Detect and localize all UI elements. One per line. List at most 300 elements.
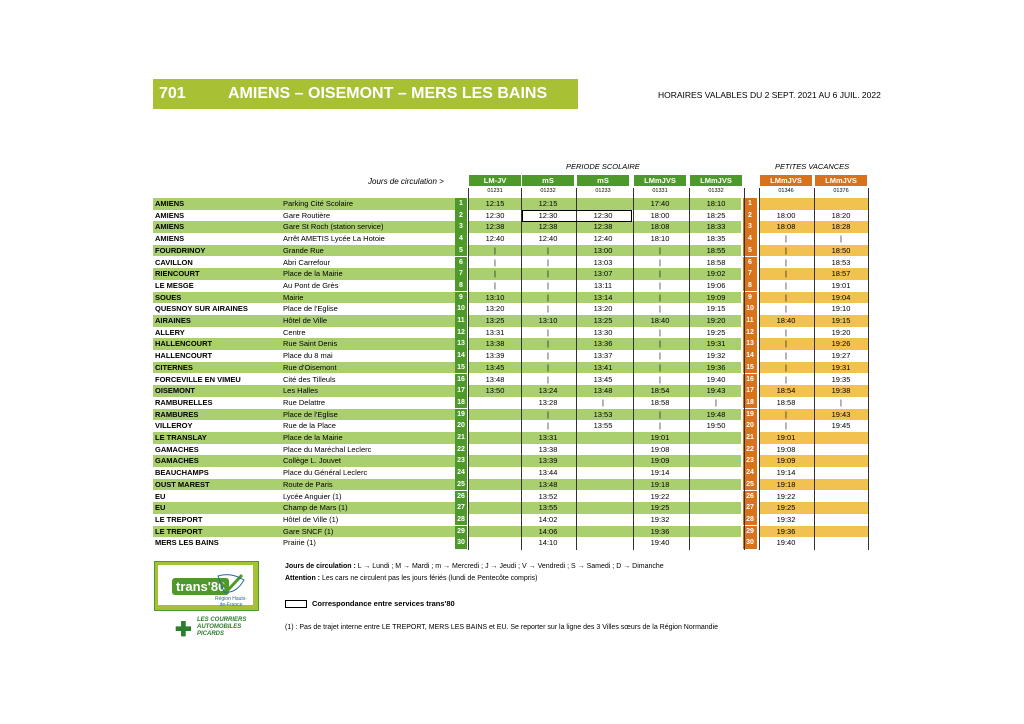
table-row [153,280,869,292]
column-code-6: 01346 [778,188,794,194]
time-cell: 12:38 [593,222,613,232]
row-city: MERS LES BAINS [155,538,219,548]
table-row [153,315,869,327]
table-row [153,432,869,444]
warning-note [285,575,538,582]
time-cell: 13:14 [593,292,613,302]
row-index-holidays: 9 [743,292,757,304]
table-row [153,245,869,257]
row-city: OUST MAREST [155,479,210,489]
time-cell: 19:25 [706,327,726,337]
row-index-holidays: 1 [743,198,757,210]
row-stop: Abri Carrefour [283,257,331,267]
courriers-logo-icon: ✚ [175,619,192,641]
time-cell: | [547,304,549,314]
time-cell: 19:36 [776,526,796,536]
time-cell: | [785,362,787,372]
time-cell: 18:28 [831,222,851,232]
time-cell: 19:43 [706,386,726,396]
row-stop: Gare SNCF (1) [283,526,334,536]
time-cell: 18:40 [776,316,796,325]
region-logo-icon [213,572,249,608]
table-row [153,537,869,549]
column-header-5: LMmJVS [690,175,742,186]
time-cell: 12:15 [485,199,505,208]
time-cell: | [785,245,787,255]
row-city: EU [155,503,166,513]
column-separator [633,188,634,550]
time-cell: 12:40 [593,234,613,244]
row-index-holidays: 24 [743,467,757,479]
column-code-3: 01233 [595,188,611,194]
time-cell: 18:50 [831,245,851,255]
time-cell: 13:20 [485,304,505,314]
time-cell: 18:54 [776,386,796,396]
time-cell: 13:30 [593,327,613,337]
time-cell: 19:25 [776,503,796,513]
time-cell: 19:27 [831,351,851,361]
days-legend [285,563,664,570]
row-index: 21 [455,432,467,444]
time-cell: 19:31 [706,339,726,349]
time-cell: 13:39 [538,456,558,466]
row-stop: Gare Routière [283,210,331,220]
time-cell: 18:10 [706,199,726,208]
time-cell: 19:01 [831,280,851,290]
table-row [153,221,869,233]
time-cell: 13:55 [538,503,558,513]
column-header-1: LM-JV [469,175,521,186]
row-index-holidays: 21 [743,432,757,444]
row-index: 29 [455,526,467,538]
courriers-logo-line1: LES COURRIERS [197,617,247,623]
courriers-logo [175,615,255,643]
row-stop: Place du 8 mai [283,351,333,361]
column-code-5: 01332 [708,188,724,194]
row-index-holidays: 15 [743,362,757,374]
time-cell: 19:20 [706,316,726,325]
time-cell: | [785,409,787,419]
table-row [153,303,869,315]
time-cell: 19:48 [706,409,726,419]
table-row [153,514,869,526]
time-cell: 18:55 [706,245,726,255]
time-cell: 19:09 [650,456,670,466]
trans80-logo [154,561,259,611]
row-index: 5 [455,245,467,257]
time-cell: 19:35 [831,374,851,384]
time-cell: 19:09 [776,456,796,466]
time-cell: | [602,397,604,407]
time-cell: 19:09 [706,292,726,302]
line-number: 701 [159,85,186,102]
column-separator [744,188,745,550]
time-cell: 19:01 [650,433,670,442]
table-row [153,385,869,397]
time-cell: | [494,280,496,290]
table-row [153,374,869,386]
validity-text: HORAIRES VALABLES DU 2 SEPT. 2021 AU 6 JUIL. 2022 [658,90,881,100]
column-separator [689,188,690,550]
warning-text: Les cars ne circulent pas les jours fériés (lundi de Pentecôte compris) [321,575,538,582]
row-city: LE TRANSLAY [155,433,207,442]
row-index-holidays: 3 [743,221,757,233]
row-index: 15 [455,362,467,374]
time-cell: 19:22 [776,491,796,501]
time-cell: 13:03 [593,257,613,267]
jours-label: Jours de circulation > [368,177,444,186]
time-cell: | [785,351,787,361]
table-row [153,502,869,514]
time-cell: | [494,257,496,267]
time-cell: | [785,257,787,267]
table-row [153,350,869,362]
row-city: BEAUCHAMPS [155,468,209,478]
row-city: AMIENS [155,199,185,208]
time-cell: 13:50 [485,386,505,396]
time-cell: | [547,292,549,302]
time-cell: 13:55 [593,421,613,431]
line-name: AMIENS – OISEMONT – MERS LES BAINS [228,85,548,102]
table-row [153,409,869,421]
column-header-6: LMmJVS [760,175,812,186]
table-row [153,198,869,210]
row-index-holidays: 14 [743,350,757,362]
time-cell: | [785,327,787,337]
row-index-holidays: 11 [743,315,757,327]
row-index: 1 [455,198,467,210]
time-cell: 14:06 [538,526,558,536]
row-stop: Place de l'Eglise [283,409,338,419]
table-row [153,362,869,374]
row-index-holidays: 8 [743,280,757,292]
time-cell: 19:36 [706,362,726,372]
row-city: LE TREPORT [155,514,203,524]
time-cell: 19:32 [776,514,796,524]
days-legend-text: L → Lundi ; M → Mardi ; m → Mercredi ; J → Jeudi ; V → Vendredi ; S → Samedi ; D → Dimanche [357,563,664,570]
row-index: 10 [455,303,467,315]
row-city: SOUES [155,292,182,302]
time-cell: 13:10 [485,292,505,302]
time-cell: 13:53 [593,409,613,419]
table-row [153,292,869,304]
time-cell: | [659,351,661,361]
column-code-7: 01376 [833,188,849,194]
footnote: (1) : Pas de trajet interne entre LE TREPORT, MERS LES BAINS et EU. Se reporter sur la ligne des 3 Villes sœurs de la Région Normandie [285,624,719,631]
row-city: LE TREPORT [155,526,203,536]
row-index-holidays: 10 [743,303,757,315]
time-cell: 19:02 [706,269,726,279]
row-stop: Rue Delattre [283,397,326,407]
time-cell: 19:50 [706,421,726,431]
time-cell: 18:40 [650,316,670,325]
column-header-7: LMmJVS [815,175,867,186]
time-cell: 19:08 [650,444,670,454]
table-row [153,479,869,491]
time-cell: 18:54 [650,386,670,396]
courriers-logo-line2: AUTOMOBILES [197,624,242,630]
warning-title: Attention : [285,575,320,582]
time-cell: 12:38 [538,222,558,232]
row-city: RIENCOURT [155,269,200,279]
row-index-holidays: 13 [743,338,757,350]
time-cell: | [659,421,661,431]
table-row [153,467,869,479]
row-index: 4 [455,233,467,245]
time-cell: | [547,409,549,419]
time-cell: 19:14 [650,468,670,478]
table-row [153,455,869,467]
time-cell: 18:58 [706,257,726,267]
time-cell: 13:00 [593,245,613,255]
row-city: LE MESGE [155,280,194,290]
column-separator [759,188,760,550]
time-cell: 13:31 [538,433,558,442]
time-cell: 14:10 [538,538,558,548]
table-row [153,397,869,409]
time-cell: | [494,245,496,255]
row-stop: Cité des Tilleuls [283,374,336,384]
time-cell: 19:04 [831,292,851,302]
time-cell: 18:20 [831,210,851,220]
row-index-holidays: 28 [743,514,757,526]
time-cell: | [659,362,661,372]
time-cell: 13:25 [593,316,613,325]
time-cell: 17:40 [650,199,670,208]
table-row [153,526,869,538]
time-cell: | [547,327,549,337]
time-cell: | [547,257,549,267]
row-index-holidays: 26 [743,491,757,503]
time-cell: | [659,292,661,302]
row-stop: Centre [283,327,306,337]
row-index: 27 [455,502,467,514]
time-cell: 19:15 [831,316,851,325]
time-cell: 19:08 [776,444,796,454]
time-cell: 19:22 [650,491,670,501]
row-stop: Hôtel de Ville [283,316,328,325]
time-cell: | [840,397,842,407]
time-cell: 13:41 [593,362,613,372]
time-cell: 13:36 [593,339,613,349]
time-cell: 12:15 [538,199,558,208]
column-code-4: 01331 [652,188,668,194]
table-row [153,444,869,456]
time-cell: | [785,280,787,290]
time-cell: 19:26 [831,339,851,349]
time-cell: | [659,257,661,267]
period-holidays-label: PETITES VACANCES [775,162,850,171]
row-city: OISEMONT [155,386,196,396]
time-cell: 13:48 [485,374,505,384]
row-index: 20 [455,420,467,432]
time-cell: 13:38 [538,444,558,454]
row-city: AMIENS [155,210,185,220]
column-separator [521,188,522,550]
row-index: 13 [455,338,467,350]
row-index-holidays: 2 [743,210,757,222]
time-cell: 18:53 [831,257,851,267]
time-cell: | [547,269,549,279]
time-cell: | [715,397,717,407]
time-cell: 18:25 [706,210,726,220]
time-cell: 12:30 [593,210,613,220]
time-cell: | [547,339,549,349]
time-cell: | [785,339,787,349]
row-index-holidays: 27 [743,502,757,514]
column-code-1: 01231 [487,188,503,194]
row-stop: Au Pont de Grès [283,280,339,290]
time-cell: 19:15 [706,304,726,314]
row-index-holidays: 16 [743,374,757,386]
time-cell: 19:10 [831,304,851,314]
row-stop: Gare St Roch (station service) [283,222,384,232]
row-index: 2 [455,210,467,222]
table-row [153,338,869,350]
time-cell: 13:45 [593,374,613,384]
row-index: 28 [455,514,467,526]
row-city: AIRAINES [155,316,191,325]
time-cell: | [659,280,661,290]
time-cell: 13:28 [538,397,558,407]
time-cell: 19:40 [776,538,796,548]
row-index-holidays: 5 [743,245,757,257]
row-stop: Champ de Mars (1) [283,503,348,513]
row-stop: Place de l'Eglise [283,304,338,314]
row-index: 30 [455,537,467,549]
time-cell: 19:18 [650,479,670,489]
time-cell: 12:38 [485,222,505,232]
period-school-label: PERIODE SCOLAIRE [566,162,640,171]
row-city: GAMACHES [155,444,199,454]
time-cell: 13:44 [538,468,558,478]
days-legend-title: Jours de circulation : [285,563,356,570]
time-cell: | [659,245,661,255]
time-cell: | [659,374,661,384]
time-cell: 13:20 [593,304,613,314]
time-cell: 13:31 [485,327,505,337]
row-index: 23 [455,455,467,467]
time-cell: 19:06 [706,280,726,290]
row-index: 24 [455,467,467,479]
row-stop: Rue Saint Denis [283,339,338,349]
row-index: 7 [455,268,467,280]
table-row [153,233,869,245]
time-cell: 13:24 [538,386,558,396]
time-cell: | [785,304,787,314]
row-stop: Place de la Mairie [283,269,343,279]
time-cell: | [547,280,549,290]
row-stop: Collège L. Jouvet [283,456,341,466]
time-cell: 13:48 [538,479,558,489]
time-cell: | [659,327,661,337]
time-cell: 12:40 [485,234,505,244]
row-city: RAMBURES [155,409,199,419]
time-cell: 12:30 [538,210,558,220]
table-row [153,420,869,432]
row-city: HALLENCOURT [155,351,213,361]
row-stop: Place du Général Leclerc [283,468,368,478]
row-city: RAMBURELLES [155,397,213,407]
time-cell: | [785,269,787,279]
row-index: 19 [455,409,467,421]
time-cell: 19:31 [831,362,851,372]
row-stop: Arrêt AMETIS Lycée La Hotoie [283,234,385,244]
row-index: 8 [455,280,467,292]
table-row [153,210,869,222]
time-cell: 19:43 [831,409,851,419]
table-row [153,327,869,339]
time-cell: | [547,351,549,361]
time-cell: 19:32 [706,351,726,361]
row-city: GAMACHES [155,456,199,466]
row-stop: Les Halles [283,386,319,396]
row-city: AMIENS [155,222,185,232]
correspondance-box-icon [285,600,307,608]
time-cell: | [785,234,787,244]
time-cell: | [659,304,661,314]
row-index-holidays: 7 [743,268,757,280]
time-cell: 19:38 [831,386,851,396]
row-index: 14 [455,350,467,362]
row-index-holidays: 22 [743,444,757,456]
row-index-holidays: 17 [743,385,757,397]
row-index-holidays: 12 [743,327,757,339]
row-city: FOURDRINOY [155,245,206,255]
time-cell: | [494,269,496,279]
time-cell: 18:57 [831,269,851,279]
table-row [153,257,869,269]
time-cell: | [840,234,842,244]
time-cell: 18:35 [706,234,726,244]
time-cell: 18:58 [650,397,670,407]
row-city: CAVILLON [155,257,193,267]
row-index-holidays: 19 [743,409,757,421]
row-index-holidays: 23 [743,455,757,467]
column-separator [814,188,815,550]
row-stop: Place de la Mairie [283,433,343,442]
row-index: 26 [455,491,467,503]
time-cell: | [785,421,787,431]
table-row [153,491,869,503]
row-city: CITERNES [155,362,193,372]
column-separator [468,188,469,550]
row-index-holidays: 25 [743,479,757,491]
time-cell: 13:48 [593,386,613,396]
row-city: FORCEVILLE EN VIMEU [155,374,241,384]
time-cell: | [547,421,549,431]
time-cell: 18:00 [776,210,796,220]
time-cell: 18:08 [776,222,796,232]
row-stop: Parking Cité Scolaire [283,199,354,208]
row-index: 6 [455,257,467,269]
column-header-3: mS [577,175,629,186]
row-city: EU [155,491,166,501]
region-logo-text: Région Hauts-de-France [215,596,247,608]
time-cell: 19:32 [650,514,670,524]
correspondance-box [522,210,632,223]
time-cell: 19:36 [650,526,670,536]
row-index-holidays: 6 [743,257,757,269]
row-index: 12 [455,327,467,339]
time-cell: 13:10 [538,316,558,325]
time-cell: 13:07 [593,269,613,279]
time-cell: 19:45 [831,421,851,431]
time-cell: 19:20 [831,327,851,337]
row-stop: Route de Paris [283,479,333,489]
row-city: ALLERY [155,327,185,337]
column-header-4: LMmJVS [634,175,686,186]
